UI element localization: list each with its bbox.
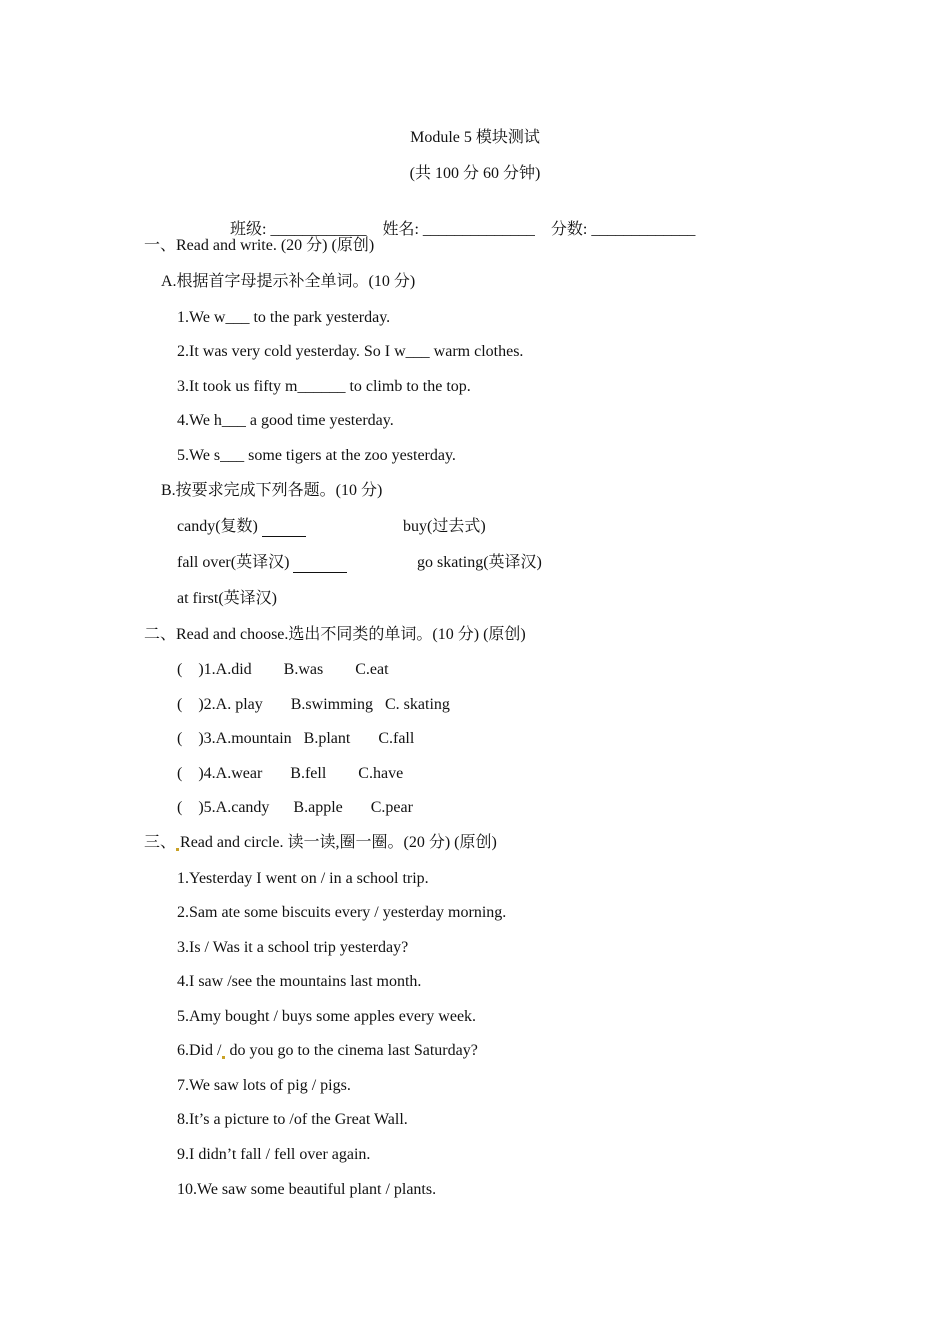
circle-question: 9.I didn’t fall / fell over again. [177,1146,371,1163]
part-a-item: 5.We s___ some tigers at the zoo yesterday. [177,447,456,464]
circle-question: 8.It’s a picture to /of the Great Wall. [177,1111,408,1128]
part-b-item [417,553,542,573]
part-b-prompt: fall over(英译汉) [177,554,290,571]
score-label: 分数: [550,221,588,238]
choice-question: ( )1.A.did B.was C.eat [177,661,389,678]
circle-question: 5.Amy bought / buys some apples every week. [177,1008,477,1025]
edit-mark-icon [176,848,179,851]
part-b-prompt: candy(复数) [177,518,258,535]
circle-question: 10.We saw some beautiful plant / plants. [177,1181,437,1198]
part-a-item: 4.We h___ a good time yesterday. [177,412,394,429]
answer-blank[interactable] [262,521,306,537]
part-b-prompt: buy(过去式) [403,518,486,535]
part-b-item [177,589,277,609]
part-a-item: 1.We w___ to the park yesterday. [177,309,391,326]
circle-question [177,1041,478,1061]
score-blank[interactable]: _____________ [591,221,696,238]
choice-question: ( )2.A. play B.swimming C. skating [177,696,450,713]
circle-question: 4.I saw /see the mountains last month. [177,973,422,990]
class-blank[interactable]: ____________ [270,221,367,238]
part-b-heading: B.按要求完成下列各题。(10 分) [161,482,383,499]
question-text: 6.Did / [177,1042,222,1059]
question-text: do you go to the cinema last Saturday? [225,1042,478,1059]
circle-question: 1.Yesterday I went on / in a school trip. [177,870,429,887]
part-a-heading: A.根据首字母提示补全单词。(10 分) [161,273,416,290]
section-3-title: Read and circle. 读一读,圈一圈。(20 分) (原创) [180,834,497,851]
section-2-heading: 二、Read and choose.选出不同类的单词。(10 分) (原创) [144,626,526,643]
section-1-heading: 一、Read and write. (20 分) (原创) [144,237,375,254]
part-a-item: 2.It was very cold yesterday. So I w___ warm clothes. [177,343,524,360]
choice-question: ( )4.A.wear B.fell C.have [177,765,404,782]
name-blank[interactable]: ______________ [422,221,535,238]
part-b-item [177,517,306,537]
info-fields [222,200,695,240]
section-3-heading [144,833,497,853]
circle-question: 3.Is / Was it a school trip yesterday? [177,939,409,956]
answer-blank[interactable] [293,557,347,573]
page-subtitle: (共 100 分 60 分钟) [409,165,541,182]
class-label: 班级: [230,221,267,238]
choice-question: ( )5.A.candy B.apple C.pear [177,799,413,816]
part-b-item [177,553,347,573]
part-b-item [403,517,486,537]
name-label: 姓名: [382,221,419,238]
part-a-item: 3.It took us fifty m______ to climb to the top. [177,378,471,395]
part-b-prompt: go skating(英译汉) [417,554,542,571]
circle-question: 7.We saw lots of pig / pigs. [177,1077,351,1094]
part-b-prompt: at first(英译汉) [177,590,277,607]
page-title: Module 5 模块测试 [410,129,540,146]
choice-question: ( )3.A.mountain B.plant C.fall [177,730,415,747]
section-3-number: 三、 [144,834,177,851]
circle-question: 2.Sam ate some biscuits every / yesterday morning. [177,904,507,921]
